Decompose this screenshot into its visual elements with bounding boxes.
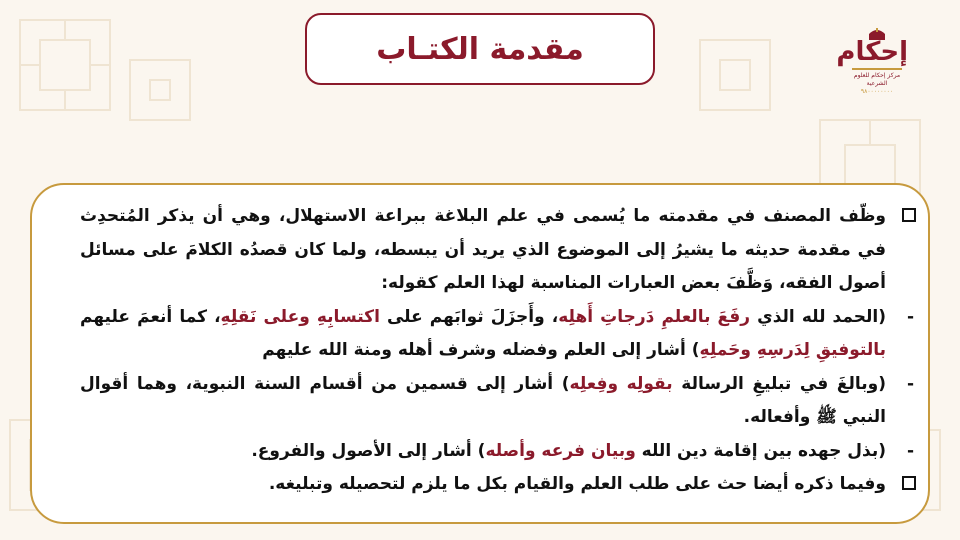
highlighted-phrase: اكتسابِهِ وعلى نَقلِهِ <box>220 306 380 327</box>
text-segment: ) أشار إلى قسمين من أقسام السنة النبوية، وهما أقوال النبي ﷺ وأفعاله. <box>80 373 886 427</box>
logo-name: إحكام <box>836 37 908 67</box>
bullet-item <box>80 468 916 502</box>
checkbox-icon <box>902 476 916 490</box>
text-segment: ) أشار إلى الأصول والفروع. <box>251 440 486 461</box>
quote-item <box>80 368 916 435</box>
content-text <box>80 200 916 502</box>
highlighted-phrase: رفَعَ بالعلمِ دَرجاتِ أَهلِه <box>558 306 751 327</box>
brand-logo <box>836 28 908 95</box>
text-segment: (الحمد لله الذي <box>750 306 886 327</box>
highlighted-phrase: بالتوفيقِ لِدَرسِهِ وحَملِهِ <box>699 340 886 360</box>
text-segment: ، كما أنعمَ عليهم <box>80 306 221 327</box>
checkbox-icon <box>902 208 916 222</box>
dash-marker: - <box>906 440 914 461</box>
text-segment: ، وأَجزَلَ ثوابَهم على <box>379 306 559 327</box>
logo-number: ٩٨٠٠٠٠٠٠٠٠ <box>860 88 894 95</box>
quote-item <box>80 435 916 469</box>
text-segment: وظّف المصنف في مقدمته ما يُسمى في علم البلاغة ببراعة الاستهلال، وهي أن يذكر المُتحدِث في مقدمة حديثه ما يشيرُ إلى الموضوع الذي يريد أن يبسطه، ولما كان قصدُه الكلامَ على مسائل أصول الفقه، وَظَّفَ بعض العبارات المناسبة لهذا العلم كقوله: <box>80 206 886 293</box>
page-title: مقدمة الكتـاب <box>376 31 584 67</box>
text-segment: (بذل جهده بين إقامة دين الله <box>635 440 886 461</box>
bullet-item <box>80 200 916 301</box>
highlighted-phrase: بقولِه وفِعلِه <box>569 373 673 394</box>
quote-item <box>80 301 916 368</box>
title-banner <box>305 13 655 85</box>
text-segment: (وبالغَ في تبليغِ الرسالة <box>672 373 886 394</box>
logo-subtitle: مركز إحكام للعلوم الشرعية <box>853 72 901 87</box>
logo-divider <box>852 68 902 70</box>
text-segment: ) أشار إلى العلم وفضله وشرف أهله ومنة الله عليهم <box>262 340 700 360</box>
dash-marker: - <box>906 306 914 327</box>
highlighted-phrase: وبيان فرعه وأصله <box>485 440 636 461</box>
dash-marker: - <box>906 373 914 394</box>
text-segment: وفيما ذكره أيضا حث على طلب العلم والقيام بكل ما يلزم لتحصيله وتبليغه. <box>268 474 886 494</box>
